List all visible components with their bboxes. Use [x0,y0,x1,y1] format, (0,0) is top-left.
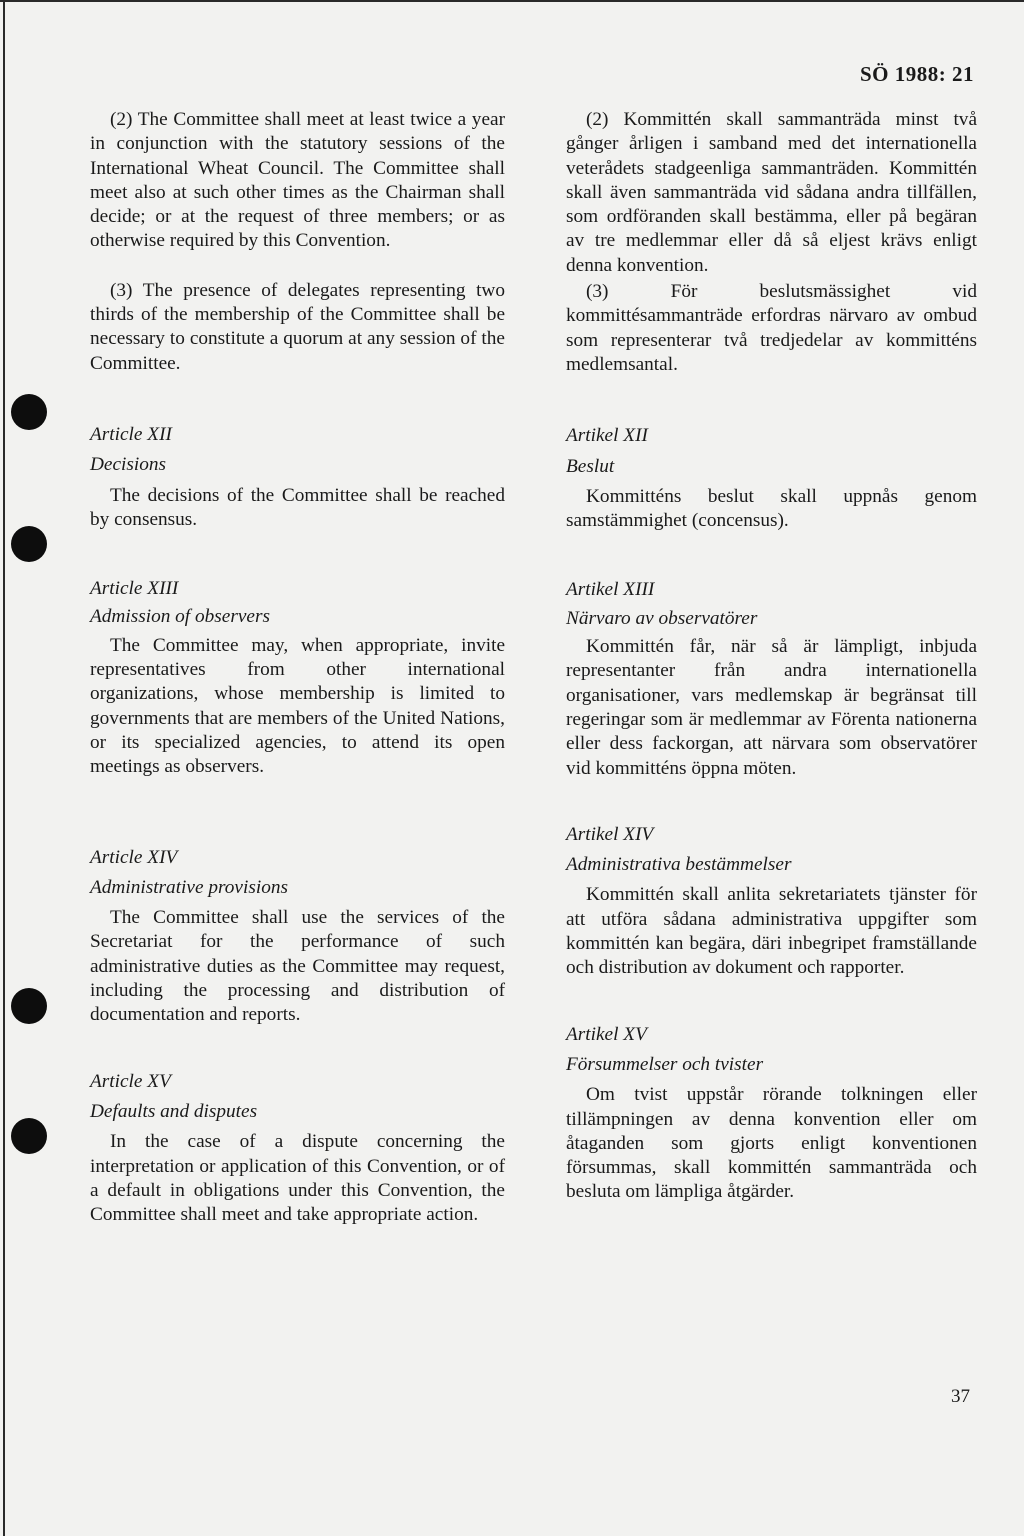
swedish-article-15-text: Om tvist uppstår rörande tolkningen eller tillämpningen av denna konvention eller om åtaganden som gjorts enligt konventionen försummas, skall kommittén sammanträda och besluta om lämpliga åtgärder. [566,1084,977,1203]
punch-hole [11,526,47,562]
english-column [90,108,505,1227]
english-article-12-text: The decisions of the Committee shall be reached by consensus. [90,484,505,530]
english-article-13-text: The Committee may, when appropriate, invite representatives from other international organizations, whose membership is limited to governments that are members of the United Nations, or its specialized agencies, to attend its open meetings as observers. [90,634,505,778]
swedish-article-15-subtitle: Försummelser och tvister [566,1053,764,1075]
swedish-article-14-title: Artikel XIV [566,823,654,845]
swedish-article-12-subtitle: Beslut [566,455,615,477]
english-article-12-subtitle: Decisions [90,454,167,476]
swedish-article-13-text: Kommittén får, när så är lämpligt, inbjuda representanter från andra internationella organisationer, vars medlemskap är begränsat till regeringar som är medlemmar av Förenta nationerna eller dess fackorgan, att närvara som observatörer vid kommitténs öppna möten. [566,636,977,779]
swedish-column [566,108,977,1205]
english-article-13-subtitle: Admission of observers [90,606,270,628]
swedish-article-12-title: Artikel XII [566,425,648,447]
swedish-article-13-title: Artikel XIII [566,579,655,601]
swedish-article-14-subtitle: Administrativa bestämmelser [566,854,792,876]
english-paragraph-3: (3) The presence of delegates representing two thirds of the membership of the Committee shall be necessary to constitute a quorum at any session of the Committee. [90,279,505,374]
swedish-paragraph-3: (3) För beslutsmässighet vid kommittésammanträde erfordras närvaro av ombud som representerar två tredjedelar av kommitténs medlemsantal. [566,281,977,375]
english-article-14-text: The Committee shall use the services of the Secretariat for the performance of such administrative duties as the Committee may request, including the processing and distribution of documentation and reports. [90,907,505,1026]
punch-hole [11,394,47,430]
english-article-15-text: In the case of a dispute concerning the interpretation or application of this Convention, or of a default in obligations under this Convention, the Committee shall meet and take appropriate action. [90,1131,505,1226]
english-paragraph-2: (2) The Committee shall meet at least twice a year in conjunction with the statutory sessions of the International Wheat Council. The Committee shall meet also at such other times as the Chairman shall decide; or at the request of three members; or as otherwise required by this Convention. [90,109,505,252]
english-article-14-subtitle: Administrative provisions [90,876,288,898]
page-border-left [3,0,5,1536]
swedish-article-14-text: Kommittén skall anlita sekretariatets tjänster för att utföra sådana administrativa uppgifter som kommittén kan begära, däri inbegripet framställande och distribution av dokument och rapporter. [566,884,977,979]
punch-hole [11,1118,47,1154]
english-article-14-title: Article XIV [90,846,178,868]
swedish-article-15-title: Artikel XV [566,1023,647,1045]
page-number: 37 [951,1386,970,1407]
page-border-top [0,0,1024,2]
swedish-article-12-text: Kommitténs beslut skall uppnås genom samstämmighet (concensus). [566,485,977,532]
english-article-13-title: Article XIII [90,578,179,600]
english-article-12-title: Article XII [90,423,172,445]
document-reference: SÖ 1988: 21 [859,62,974,86]
swedish-paragraph-2: (2) Kommittén skall sammanträda minst två gånger årligen i samband med det internationella veterådets stadgeenliga sammanträden. Kommittén skall även sammanträda vid sådana andra tillfällen, som ordföranden skall bestämma, eller på begäran av tre medlemmar eller då så eljest krävs enligt denna konvention. [566,109,977,276]
english-article-15-subtitle: Defaults and disputes [90,1100,258,1122]
punch-hole [11,988,47,1024]
english-article-15-title: Article XV [90,1070,171,1092]
swedish-article-13-subtitle: Närvaro av observatörer [566,607,758,629]
